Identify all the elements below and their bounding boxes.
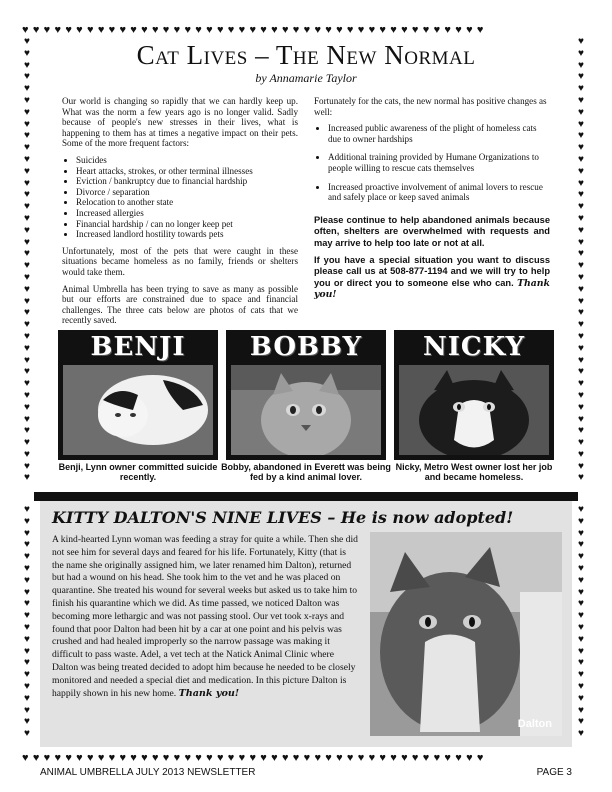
list-item: • Increased landlord hostility towards pets	[76, 229, 298, 240]
byline: by Annamarie Taylor	[255, 71, 357, 85]
cat-name: BENJI	[90, 332, 186, 362]
thank-you: Thank you!	[178, 687, 240, 699]
factor-list	[62, 155, 298, 240]
list-item: • Increased proactive involvement of animal lovers to rescue and safely place or keep saved animals	[328, 182, 550, 203]
paragraph: Fortunately for the cats, the new normal has positive changes as well:	[314, 96, 547, 117]
right-column	[314, 96, 550, 301]
list-item: • Financial hardship / can no longer keep pet	[76, 219, 298, 230]
section-divider	[34, 492, 578, 501]
heart-border-left-lower: ♥ ♥ ♥ ♥ ♥ ♥ ♥ ♥ ♥ ♥ ♥ ♥ ♥ ♥ ♥ ♥ ♥ ♥ ♥ ♥	[24, 504, 30, 740]
contact-text	[314, 255, 550, 301]
paragraph: Unfortunately, most of the pets that were caught in these situations became homeless as no family, friends or shelters would take them.	[62, 245, 298, 277]
thank-you: Thank you!	[314, 277, 550, 301]
list-item: • Additional training provided by Humane Organizations to people willing to rescue cats themselves	[328, 152, 550, 173]
caption-benji: Benji, Lynn owner committed suicide recently.	[58, 462, 218, 482]
photo-dalton	[370, 532, 562, 736]
appeal-text: Please continue to help abandoned animals because often, shelters are overwhelmed with requests and may arrive to help too late or not at all.	[314, 214, 550, 248]
list-item: • Eviction / bankruptcy due to financial hardship	[76, 176, 298, 187]
photo-bobby	[226, 330, 386, 460]
cat-name: BOBBY	[249, 332, 363, 362]
article-title: Cat Lives – The New Normal	[136, 40, 476, 70]
paragraph: Animal Umbrella has been trying to save as many as possible but our efforts are constrained due to space and financial challenges. The three cats below are photos of cats that we recently saved.	[62, 283, 298, 326]
list-item: • Heart attacks, strokes, or other terminal illnesses	[76, 166, 298, 177]
photo-benji	[58, 330, 218, 460]
list-item: • Increased public awareness of the plight of homeless cats due to owner hardships	[328, 123, 550, 144]
footer-newsletter-name: ANIMAL UMBRELLA JULY 2013 NEWSLETTER	[40, 767, 256, 778]
heart-border-top: ♥♥♥♥♥♥♥♥♥♥♥♥♥♥♥♥♥♥♥♥♥♥♥♥♥♥♥♥♥♥♥♥♥♥♥♥♥♥♥♥♥♥♥	[22, 24, 488, 36]
list-item: • Divorce / separation	[76, 187, 298, 198]
caption-bobby: Bobby, abandoned in Everett was being fed by a kind animal lover.	[221, 462, 391, 482]
photo-nicky	[394, 330, 554, 460]
cat-photo-nicky	[399, 365, 549, 455]
left-column	[62, 96, 298, 332]
cat-name: NICKY	[422, 332, 526, 362]
cat-photo-benji	[63, 365, 213, 455]
cat-photo-bobby	[231, 365, 381, 455]
heart-border-bottom: ♥♥♥♥♥♥♥♥♥♥♥♥♥♥♥♥♥♥♥♥♥♥♥♥♥♥♥♥♥♥♥♥♥♥♥♥♥♥♥♥♥♥♥	[22, 752, 488, 764]
dalton-photo-caption: Dalton	[517, 718, 552, 730]
footer-page-number: PAGE 3	[536, 767, 572, 778]
list-item: • Suicides	[76, 155, 298, 166]
list-item: • Relocation to another state	[76, 197, 298, 208]
kitty-dalton-story	[52, 534, 360, 700]
list-item: • Increased allergies	[76, 208, 298, 219]
contact-body: If you have a special situation you want to discuss please call us at 508-877-1194 and we will try to help you or direct you to someone else who can.	[314, 254, 550, 288]
intro-paragraph: Our world is changing so rapidly that we can hardly keep up. What was the norm a few years ago is no longer valid. Sadly because of people's new stresses in their lives, what is happening to them has at times a negative impact on their pets. Some of the more frequent factors:	[62, 96, 298, 149]
story-body: A kind-hearted Lynn woman was feeding a stray for quite a while. Then she did not see him for several days and feared for his life. Fortunately, Kitty (that is the name she originally assigned him, we later renamed him Dalton), returned but had a wound on his head. She took him to the vet and he was placed on quarantine. She treated his wound for several weeks but asked us to take him to finish his quarantine which we did. As time passed, we noticed Dalton was becoming more lethargic and was not passing stool. Our vet took x-rays and found that poor Dalton had been hit by a car at one point and his pelvis was crushed and had healed improperly so the narrow passage was making it difficult to pass waste. Adel, a vet tech at the Natick Animal Clinic where Dalton was being treated decided to adopt him because he needed to be closely monitored and needed a special diet and medication. In this picture Dalton is happily shown in his new home.	[52, 534, 358, 699]
caption-nicky: Nicky, Metro West owner lost her job and became homeless.	[395, 462, 553, 482]
changes-list	[314, 123, 550, 203]
heart-border-right-lower: ♥ ♥ ♥ ♥ ♥ ♥ ♥ ♥ ♥ ♥ ♥ ♥ ♥ ♥ ♥ ♥ ♥ ♥ ♥ ♥	[578, 504, 584, 740]
heart-border-right: ♥ ♥ ♥ ♥ ♥ ♥ ♥ ♥ ♥ ♥ ♥ ♥ ♥ ♥ ♥ ♥ ♥ ♥ ♥ ♥ ♥ ♥ ♥ ♥ ♥ ♥ ♥ ♥ ♥ ♥ ♥ ♥ ♥ ♥ ♥ ♥ ♥ ♥	[578, 36, 584, 484]
heart-border-left: ♥ ♥ ♥ ♥ ♥ ♥ ♥ ♥ ♥ ♥ ♥ ♥ ♥ ♥ ♥ ♥ ♥ ♥ ♥ ♥ ♥ ♥ ♥ ♥ ♥ ♥ ♥ ♥ ♥ ♥ ♥ ♥ ♥ ♥ ♥ ♥ ♥ ♥	[24, 36, 30, 484]
kitty-dalton-heading: KITTY DALTON'S NINE LIVES – He is now adopted!	[52, 508, 514, 527]
